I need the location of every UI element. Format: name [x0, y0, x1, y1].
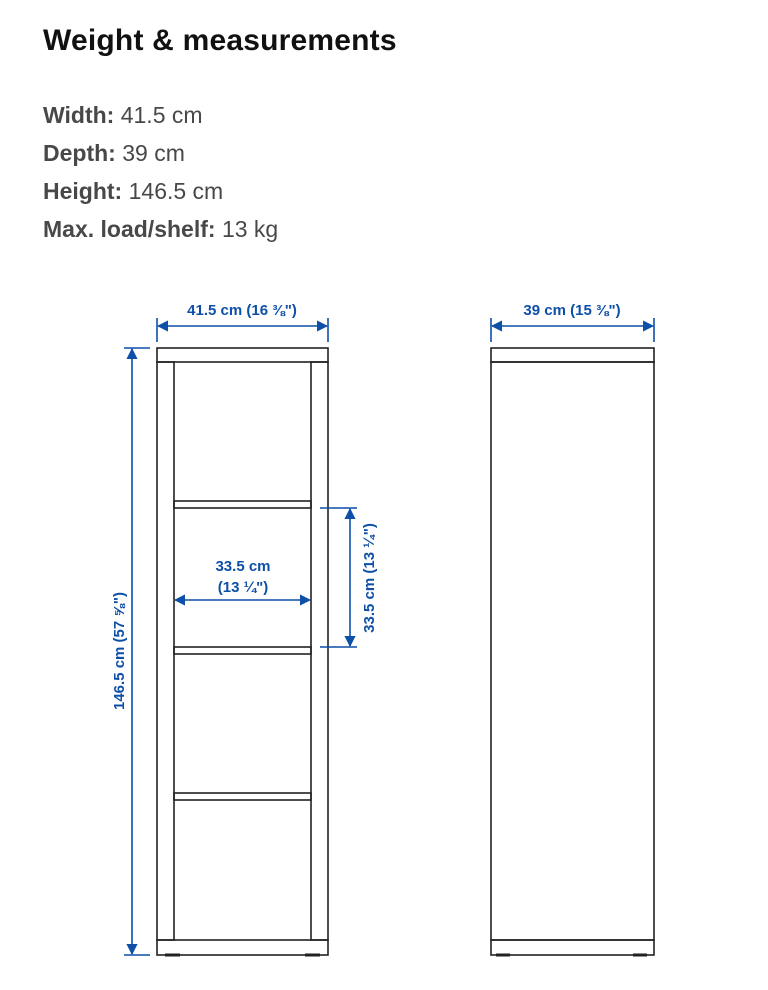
spec-value: 41.5 cm [120, 102, 203, 128]
side-view [491, 348, 654, 955]
dimension-lines [124, 318, 654, 955]
spec-label: Depth: [43, 140, 116, 166]
spec-label: Width: [43, 102, 115, 128]
spec-value: 13 kg [221, 216, 279, 242]
front-top-panel [157, 348, 328, 362]
front-width-label: 41.5 cm (16 ⅜") [187, 302, 297, 319]
front-right-side [311, 362, 328, 940]
inner-height-label: 33.5 cm (13 ¼") [361, 523, 378, 633]
spec-label: Max. load/shelf: [43, 216, 216, 242]
height-label: 146.5 cm (57 ⅝") [111, 591, 128, 711]
side-body [491, 362, 654, 940]
front-shelf-1 [174, 501, 311, 508]
spec-value: 146.5 cm [128, 178, 224, 204]
spec-value: 39 cm [122, 140, 185, 166]
front-view [157, 348, 328, 955]
section-title: Weight & measurements [43, 24, 397, 57]
inner-width-label-line2: (13 ¼") [217, 579, 269, 596]
front-shelf-3 [174, 793, 311, 800]
side-bottom-panel [491, 940, 654, 955]
side-depth-label: 39 cm (15 ⅜") [523, 302, 621, 319]
side-top-panel [491, 348, 654, 362]
front-shelf-2 [174, 647, 311, 654]
spec-label: Height: [43, 178, 123, 204]
front-bottom-panel [157, 940, 328, 955]
inner-width-label-line1: 33.5 cm [215, 558, 271, 575]
front-left-side [157, 362, 174, 940]
